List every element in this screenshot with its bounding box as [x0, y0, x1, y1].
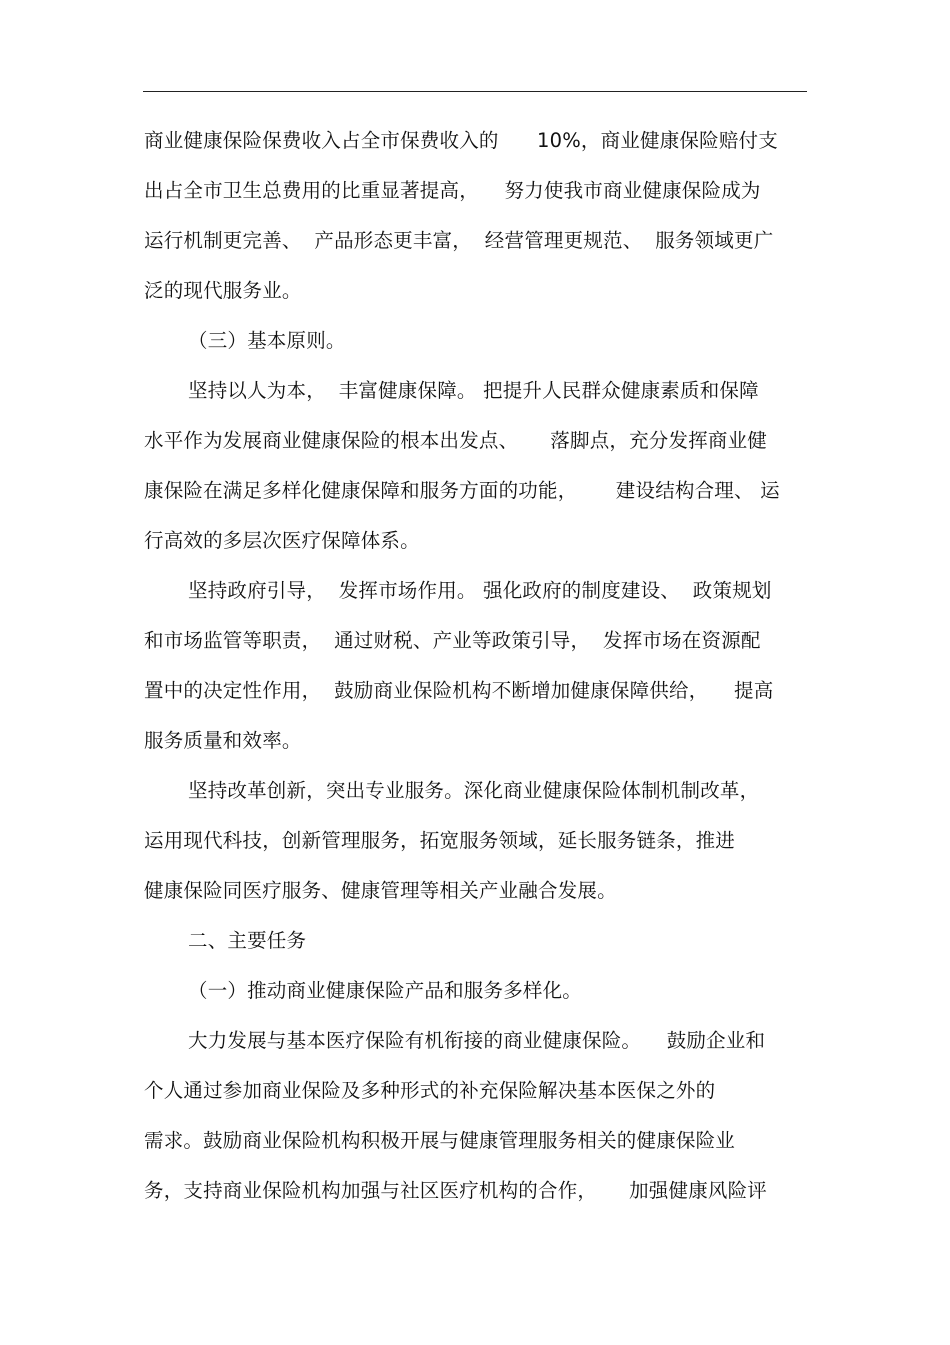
text-line: 康保险在满足多样化健康保障和服务方面的功能， 建设结构合理、 运 — [144, 479, 780, 502]
text-line: 二、主要任务 — [188, 929, 307, 952]
text-line: （三）基本原则。 — [188, 329, 346, 352]
text-line: 坚持以人为本， 丰富健康保障。 把提升人民群众健康素质和保障 — [188, 379, 759, 402]
text-line: 水平作为发展商业健康保险的根本出发点、 落脚点，充分发挥商业健 — [144, 429, 767, 452]
text-line: 健康保险同医疗服务、健康管理等相关产业融合发展。 — [144, 879, 617, 902]
text-line: （一）推动商业健康保险产品和服务多样化。 — [188, 979, 583, 1002]
text-line: 务，支持商业保险机构加强与社区医疗机构的合作， 加强健康风险评 — [144, 1179, 767, 1202]
header-rule — [143, 91, 807, 92]
text-line: 个人通过参加商业保险及多种形式的补充保险解决基本医保之外的 — [144, 1079, 716, 1102]
text-line: 运行机制更完善、 产品形态更丰富， 经营管理更规范、 服务领域更广 — [144, 229, 774, 252]
text-line: 运用现代科技，创新管理服务，拓宽服务领域，延长服务链条，推进 — [144, 829, 736, 852]
text-line: 泛的现代服务业。 — [144, 279, 302, 302]
text-line: 服务质量和效率。 — [144, 729, 302, 752]
text-line: 坚持改革创新，突出专业服务。深化商业健康保险体制机制改革， — [188, 779, 760, 802]
text-line: 行高效的多层次医疗保障体系。 — [144, 529, 420, 552]
text-line: 出占全市卫生总费用的比重显著提高， 努力使我市商业健康保险成为 — [144, 179, 761, 202]
text-line: 商业健康保险保费收入占全市保费收入的 10%，商业健康保险赔付支 — [144, 129, 778, 152]
text-line: 置中的决定性作用， 鼓励商业保险机构不断增加健康保障供给， 提高 — [144, 679, 774, 702]
text-line: 坚持政府引导， 发挥市场作用。 强化政府的制度建设、 政策规划 — [188, 579, 772, 602]
text-line: 大力发展与基本医疗保险有机衔接的商业健康保险。 鼓励企业和 — [188, 1029, 766, 1052]
document-body — [144, 116, 824, 1216]
text-line: 需求。鼓励商业保险机构积极开展与健康管理服务相关的健康保险业 — [144, 1129, 736, 1152]
text-line: 和市场监管等职责， 通过财税、产业等政策引导， 发挥市场在资源配 — [144, 629, 761, 652]
